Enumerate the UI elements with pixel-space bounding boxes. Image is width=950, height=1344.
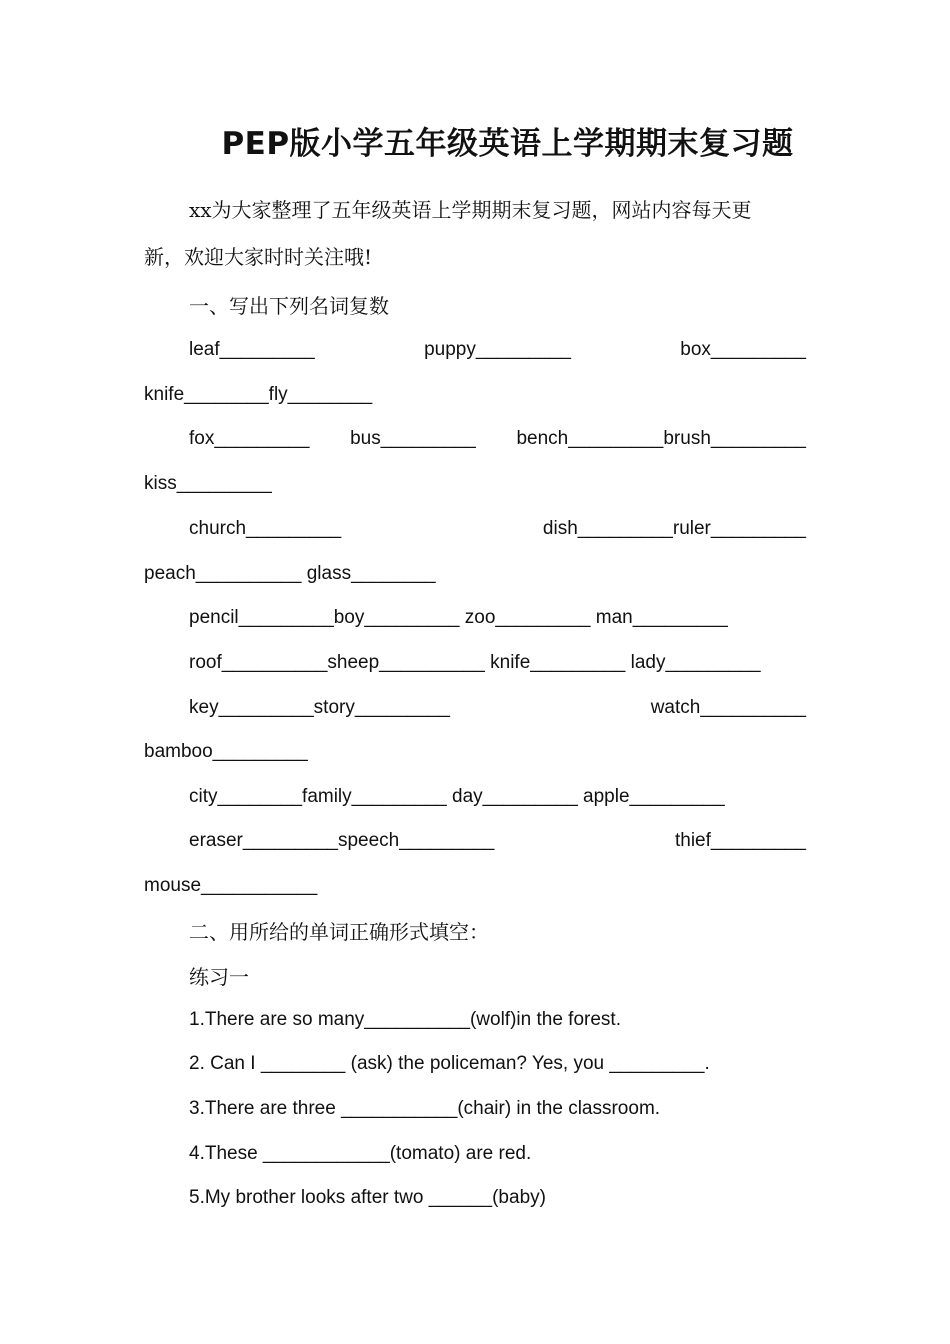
plural-row-12: [189, 831, 806, 850]
plural-row-7: pencil_________boy_________ zoo_________ man_________: [189, 607, 728, 628]
exercise-item-4: 4.These ____________(tomato) are red.: [189, 1143, 532, 1164]
exercise-label: 练习一: [189, 965, 249, 989]
plural-row-8: roof__________sheep__________ knife_________ lady_________: [189, 652, 761, 673]
word-watch: watch__________: [650, 697, 806, 718]
plural-row-2: knife________fly________: [144, 384, 373, 405]
document-title: PEP版小学五年级英语上学期期末复习题: [221, 126, 794, 162]
exercise-item-1: 1.There are so many__________(wolf)in the forest.: [189, 1009, 621, 1030]
plural-row-1: [189, 340, 806, 359]
plural-row-4: kiss_________: [144, 473, 272, 494]
plural-row-5: [189, 519, 806, 538]
word-dish-ruler: dish_________ruler_________: [542, 518, 806, 539]
word-church: church_________: [189, 518, 342, 539]
word-fox: fox_________: [189, 428, 310, 449]
word-bench-brush: bench_________brush_________: [516, 428, 806, 449]
word-puppy: puppy_________: [424, 339, 571, 360]
intro-line-2: 新，欢迎大家时时关注哦!: [144, 245, 373, 269]
word-box: box_________: [680, 339, 806, 360]
plural-row-10: bamboo_________: [144, 741, 308, 762]
exercise-item-5: 5.My brother looks after two ______(baby): [189, 1187, 546, 1208]
plural-row-9: [189, 698, 806, 717]
word-thief: thief_________: [674, 830, 806, 851]
exercise-item-2: 2. Can I ________ (ask) the policeman? Yes, you _________.: [189, 1053, 710, 1074]
word-leaf: leaf_________: [189, 339, 315, 360]
intro-line-1: xx为大家整理了五年级英语上学期期末复习题，网站内容每天更: [189, 198, 752, 222]
plural-row-6: peach__________ glass________: [144, 563, 436, 584]
section2-heading: 二、用所给的单词正确形式填空：: [189, 920, 489, 944]
plural-row-13: mouse___________: [144, 875, 318, 896]
exercise-item-3: 3.There are three ___________(chair) in the classroom.: [189, 1098, 661, 1119]
section1-heading: 一、写出下列名词复数: [189, 294, 389, 318]
word-key-story: key_________story_________: [189, 697, 450, 718]
word-bus: bus_________: [350, 428, 476, 449]
plural-row-11: city________family_________ day_________ apple_________: [189, 786, 725, 807]
word-eraser-speech: eraser_________speech_________: [189, 830, 495, 851]
plural-row-3: [189, 429, 806, 448]
